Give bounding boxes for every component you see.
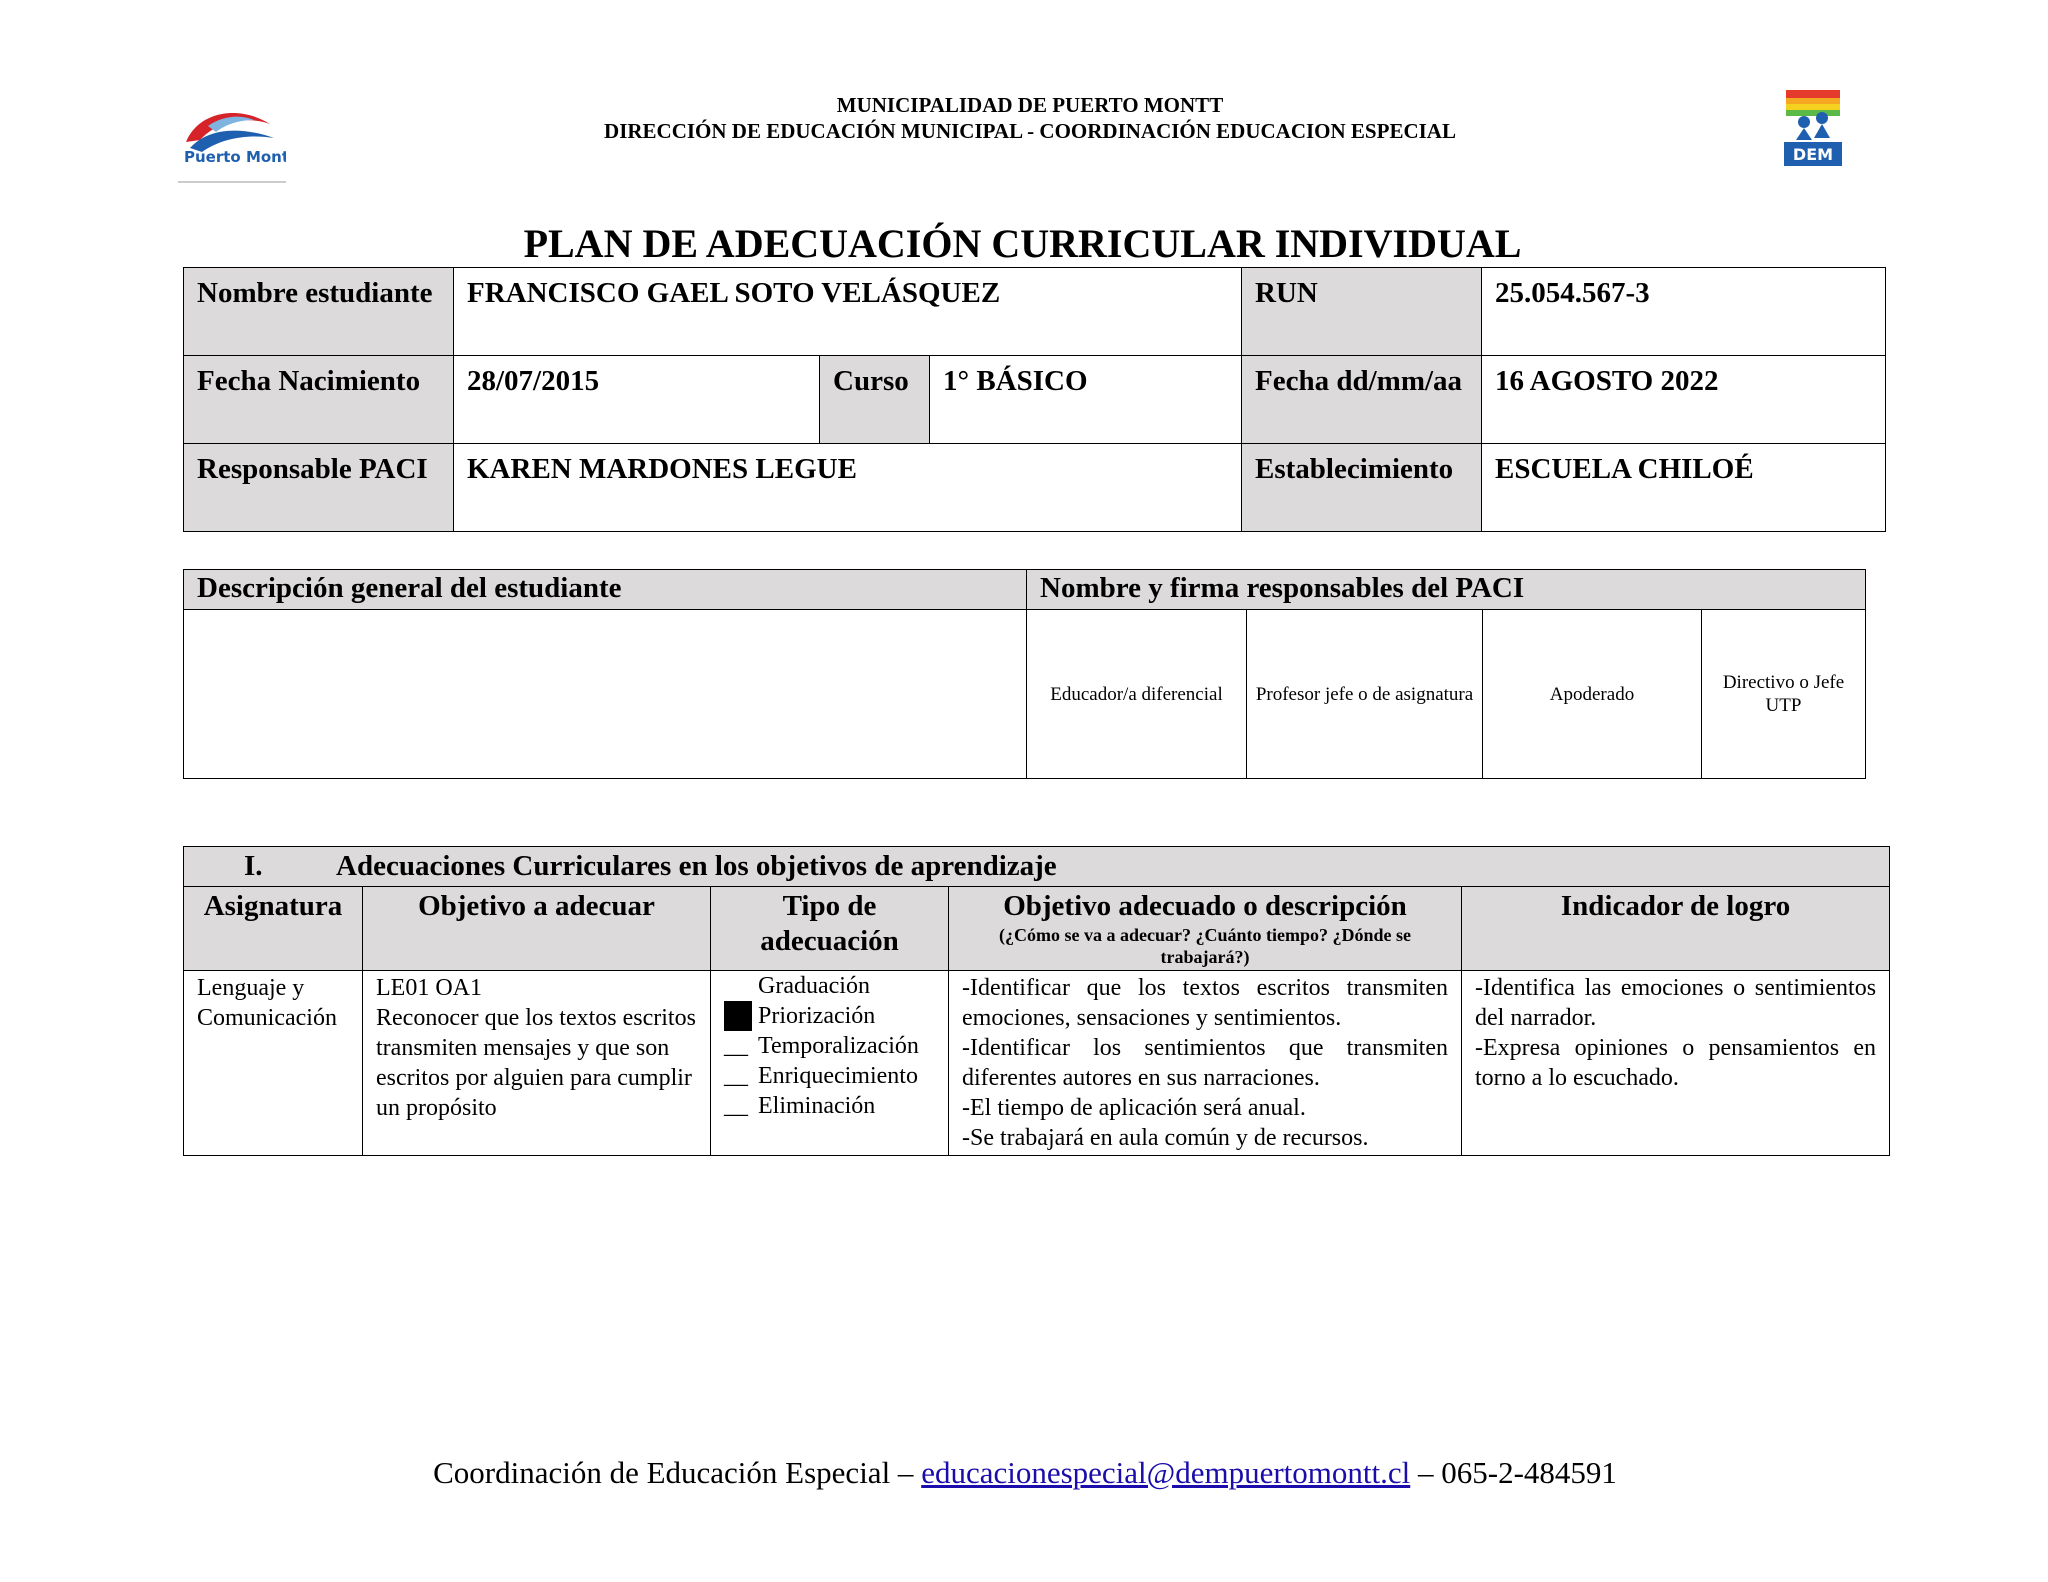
row-subject: Lenguaje y Comunicación	[184, 971, 363, 1156]
section-title	[184, 847, 1890, 887]
col-adapted	[949, 887, 1462, 971]
birth-value: 28/07/2015	[454, 356, 820, 444]
type-label: Eliminación	[758, 1093, 876, 1119]
signature-guardian: Apoderado	[1483, 610, 1702, 779]
row-indicator	[1462, 971, 1890, 1156]
signature-educator: Educador/a diferencial	[1027, 610, 1247, 779]
header-direction: DIRECCIÓN DE EDUCACIÓN MUNICIPAL - COORDINACIÓN EDUCACION ESPECIAL	[604, 119, 1456, 143]
signatures-header: Nombre y firma responsables del PACI	[1027, 570, 1866, 610]
logo-text: Puerto Montt	[184, 148, 286, 166]
footer-prefix: Coordinación de Educación Especial –	[433, 1455, 922, 1490]
col-objective: Objetivo a adecuar	[363, 887, 711, 971]
name-label: Nombre estudiante	[184, 268, 454, 356]
indicator-line: -Expresa opiniones o pensamientos en torno a lo escuchado.	[1475, 1035, 1877, 1091]
indicator-line: -Identifica las emociones o sentimientos del narrador.	[1475, 975, 1877, 1031]
col-type: Tipo de adecuación	[711, 887, 949, 971]
adapted-line: -Identificar que los textos escritos transmiten emociones, sensaciones y sentimientos.	[962, 975, 1448, 1031]
adapted-line: -Identificar los sentimientos que transmiten diferentes autores en sus narraciones.	[962, 1035, 1448, 1091]
section-title-text: Adecuaciones Curriculares en los objetivos de aprendizaje	[336, 850, 1057, 882]
page-title: PLAN DE ADECUACIÓN CURRICULAR INDIVIDUAL	[523, 221, 1522, 266]
adapted-line: -Se trabajará en aula común y de recursos.	[962, 1125, 1369, 1151]
school-label: Establecimiento	[1242, 444, 1482, 532]
type-option	[724, 971, 935, 1001]
type-option	[724, 1061, 935, 1091]
type-option	[724, 1031, 935, 1061]
selected-checkbox	[724, 1001, 752, 1031]
col-indicator: Indicador de logro	[1462, 887, 1890, 971]
date-value: 16 AGOSTO 2022	[1482, 356, 1886, 444]
date-label: Fecha dd/mm/aa	[1242, 356, 1482, 444]
type-label: Temporalización	[758, 1033, 919, 1059]
row-type	[711, 971, 949, 1156]
signature-head-teacher: Profesor jefe o de asignatura	[1247, 610, 1483, 779]
description-header: Descripción general del estudiante	[184, 570, 1027, 610]
type-label: Priorización	[758, 1003, 876, 1029]
school-value: ESCUELA CHILOÉ	[1482, 444, 1886, 532]
type-label: Graduación	[758, 973, 870, 999]
adequacy-table	[183, 846, 1890, 1156]
col-subject: Asignatura	[184, 887, 363, 971]
row-adapted	[949, 971, 1462, 1156]
course-label: Curso	[820, 356, 930, 444]
type-label: Enriquecimiento	[758, 1063, 918, 1089]
description-signature-table	[183, 569, 1866, 779]
run-label: RUN	[1242, 268, 1482, 356]
description-body	[184, 610, 1027, 779]
dem-logo	[1780, 88, 1846, 168]
objective-code: LE01 OA1	[376, 975, 482, 1001]
header-municipality: MUNICIPALIDAD DE PUERTO MONTT	[836, 93, 1224, 117]
type-marker: __	[724, 1063, 748, 1089]
type-marker: __	[724, 1093, 748, 1119]
birth-label: Fecha Nacimiento	[184, 356, 454, 444]
footer-suffix: – 065-2-484591	[1410, 1455, 1617, 1490]
course-value: 1° BÁSICO	[930, 356, 1242, 444]
adapted-line: -El tiempo de aplicación será anual.	[962, 1095, 1306, 1121]
puerto-montt-logo	[178, 98, 286, 186]
type-option	[724, 1001, 935, 1031]
col-adapted-note: (¿Cómo se va a adecuar? ¿Cuánto tiempo? ¿Dónde se trabajará?)	[999, 925, 1411, 967]
row-objective	[363, 971, 711, 1156]
col-adapted-title: Objetivo adecuado o descripción	[1003, 890, 1407, 922]
signature-director: Directivo o Jefe UTP	[1702, 610, 1866, 779]
section-number: I.	[244, 850, 263, 882]
footer-email-link[interactable]: educacionespecial@dempuertomontt.cl	[921, 1455, 1411, 1490]
objective-text: Reconocer que los textos escritos transmiten mensajes y que son escritos por alguien para cumplir un propósito	[376, 1005, 696, 1121]
responsible-value: KAREN MARDONES LEGUE	[454, 444, 1242, 532]
student-info-table	[183, 267, 1886, 532]
logo-text: DEM	[1792, 145, 1834, 164]
footer	[180, 1453, 1870, 1493]
run-value: 25.054.567-3	[1482, 268, 1886, 356]
responsible-label: Responsable PACI	[184, 444, 454, 532]
type-marker: __	[724, 1033, 748, 1059]
name-value: FRANCISCO GAEL SOTO VELÁSQUEZ	[454, 268, 1242, 356]
type-option	[724, 1091, 935, 1121]
